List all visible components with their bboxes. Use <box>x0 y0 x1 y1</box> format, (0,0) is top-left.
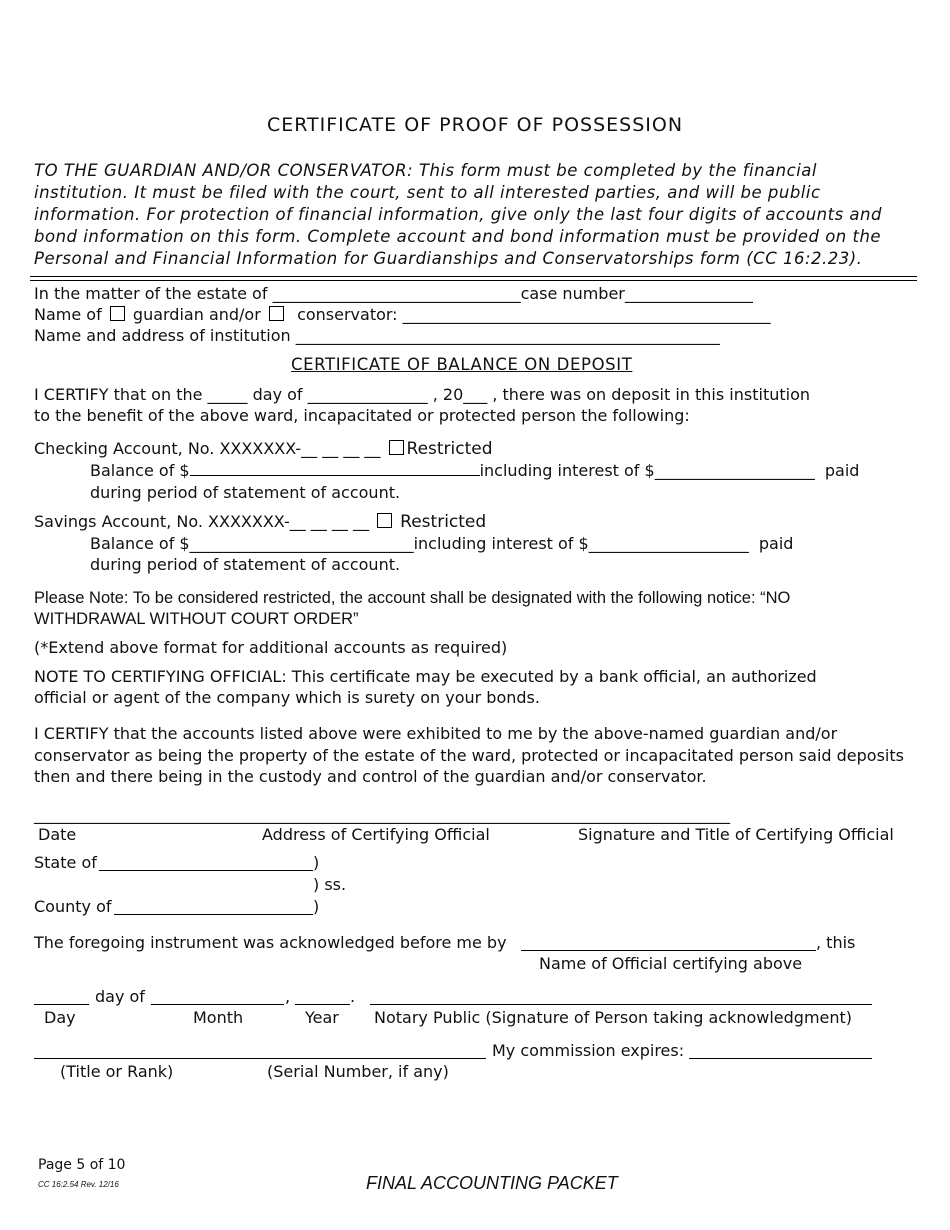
case-number-label: case number <box>520 284 625 303</box>
checking-balance-line <box>90 461 859 481</box>
case-number-blank[interactable]: ________________ <box>624 284 753 303</box>
signature-blank[interactable]: _______________________________________________________________________________________ <box>34 805 730 824</box>
savings-interest-label: including interest of $ <box>413 534 589 553</box>
divider-top <box>30 276 917 277</box>
checking-account-label: Checking Account, No. XXXXXXX-__ __ __ __ <box>34 439 381 458</box>
balance-heading: CERTIFICATE OF BALANCE ON DEPOSIT <box>291 355 633 374</box>
certify-2-line2: conservator as being the property of the estate of the ward, protected or incapacitated person said deposits <box>34 746 904 765</box>
day-of-label: day of <box>95 987 145 1006</box>
please-note-line1: Please Note: To be considered restricted, the account shall be designated with the following notice: “NO <box>34 589 791 607</box>
estate-blank[interactable]: _______________________________ <box>272 284 521 303</box>
conservator-label: conservator: <box>297 305 398 324</box>
acknowledgment-this: , this <box>816 933 856 952</box>
checking-restricted-checkbox[interactable] <box>389 440 404 455</box>
ss-label: ) ss. <box>313 875 347 894</box>
guardian-label: guardian and/or <box>132 305 261 324</box>
address-label: Address of Certifying Official <box>262 825 490 844</box>
estate-line <box>34 284 753 304</box>
title-rank-label: (Title or Rank) <box>60 1062 174 1081</box>
certify-1-line2: to the benefit of the above ward, incapacitated or protected person the following: <box>34 406 690 425</box>
savings-period: during period of statement of account. <box>90 555 401 574</box>
signature-title-label: Signature and Title of Certifying Official <box>578 825 894 844</box>
please-note-line2: WITHDRAWAL WITHOUT COURT ORDER” <box>34 610 359 628</box>
form-title: CERTIFICATE OF PROOF OF POSSESSION <box>266 114 684 136</box>
checking-balance-label: Balance of $ <box>90 461 190 480</box>
certify-1-line1: I CERTIFY that on the _____ day of _______________ , 20___ , there was on deposit in this institution <box>34 385 810 404</box>
institution-blank[interactable]: _____________________________________________________ <box>295 326 720 345</box>
conservator-checkbox[interactable] <box>269 306 284 321</box>
checking-interest-blank[interactable]: ____________________ <box>654 461 815 480</box>
date-period: . <box>350 987 356 1006</box>
state-label: State of <box>34 853 97 872</box>
checking-account-line <box>34 439 493 459</box>
notary-label: Notary Public (Signature of Person taking acknowledgment) <box>374 1008 853 1027</box>
estate-label: In the matter of the estate of <box>34 284 268 303</box>
conservator-name-blank[interactable]: ______________________________________________ <box>402 305 771 324</box>
acknowledgment-text: The foregoing instrument was acknowledged before me by <box>34 933 507 952</box>
commission-expires-field[interactable] <box>689 1058 872 1059</box>
serial-number-label: (Serial Number, if any) <box>267 1062 449 1081</box>
page-number: Page 5 of 10 <box>38 1157 126 1173</box>
checking-interest-label: including interest of $ <box>479 461 655 480</box>
year-field[interactable] <box>295 1004 350 1005</box>
certify-2-line3: then and there being in the custody and control of the guardian and/or conservator. <box>34 767 707 786</box>
form-id: CC 16:2.54 Rev. 12/16 <box>38 1180 119 1189</box>
day-field[interactable] <box>34 1004 89 1005</box>
day-label: Day <box>44 1008 76 1027</box>
county-label: County of <box>34 897 112 916</box>
year-label: Year <box>305 1008 339 1027</box>
divider-bottom <box>30 280 917 281</box>
checking-restricted-label: Restricted <box>406 439 493 459</box>
institution-label: Name and address of institution <box>34 326 291 345</box>
county-field[interactable] <box>114 914 313 915</box>
savings-balance-line <box>90 534 793 554</box>
note-official-line1: NOTE TO CERTIFYING OFFICIAL: This certificate may be executed by a bank official, an authorized <box>34 667 817 686</box>
savings-interest-blank[interactable]: ____________________ <box>588 534 749 553</box>
state-field[interactable] <box>99 870 313 871</box>
savings-restricted-checkbox[interactable] <box>377 513 392 528</box>
savings-paid-label: paid <box>758 534 794 553</box>
name-of-line <box>34 305 771 325</box>
guardian-checkbox[interactable] <box>110 306 125 321</box>
checking-period: during period of statement of account. <box>90 483 401 502</box>
title-serial-field[interactable] <box>34 1058 486 1059</box>
month-field[interactable] <box>151 1004 284 1005</box>
date-comma: , <box>285 987 291 1006</box>
official-name-field[interactable] <box>521 950 816 951</box>
institution-line <box>34 326 720 346</box>
notary-signature-field[interactable] <box>370 1004 872 1005</box>
state-paren: ) <box>313 853 320 872</box>
savings-balance-label: Balance of $ <box>90 534 190 553</box>
savings-account-label: Savings Account, No. XXXXXXX-__ __ __ __ <box>34 512 369 531</box>
month-label: Month <box>193 1008 244 1027</box>
certify-2-line1: I CERTIFY that the accounts listed above were exhibited to me by the above-named guardian and/or <box>34 724 838 743</box>
official-name-sublabel: Name of Official certifying above <box>539 954 803 973</box>
savings-balance-blank[interactable]: ____________________________ <box>189 534 414 553</box>
county-paren: ) <box>313 897 320 916</box>
date-label: Date <box>38 825 77 844</box>
name-of-label: Name of <box>34 305 102 324</box>
packet-title: FINAL ACCOUNTING PACKET <box>366 1173 618 1193</box>
extend-note: (*Extend above format for additional accounts as required) <box>34 638 508 657</box>
note-official-line2: official or agent of the company which is surety on your bonds. <box>34 688 540 707</box>
checking-paid-label: paid <box>824 461 860 480</box>
savings-account-line <box>34 512 486 532</box>
savings-restricted-label: Restricted <box>400 512 487 532</box>
checking-balance-field[interactable] <box>190 461 480 476</box>
intro-instructions: TO THE GUARDIAN AND/OR CONSERVATOR: This form must be completed by the financial institution. It must be filed with the court, sent to all interested parties, and will be public information. For protection of financial information, give only the last four digits of accounts and bond information on this form. Complete account and bond information must be provided on the Personal and Financial Information for Guardianships and Conservatorships form (CC 16:2.23). <box>34 161 882 268</box>
commission-label: My commission expires: <box>492 1041 685 1060</box>
